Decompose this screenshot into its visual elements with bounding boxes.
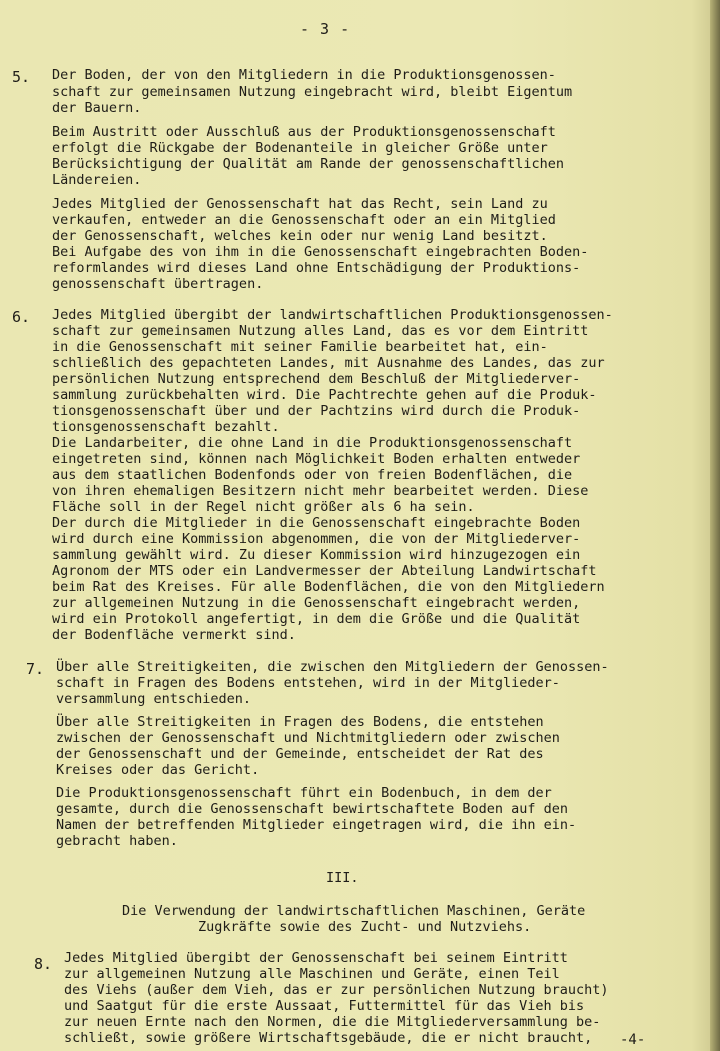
text-line: schließt, sowie größere Wirtschaftsgebäude, die er nicht braucht, (64, 1030, 593, 1046)
text-line: Jedes Mitglied übergibt der landwirtschaftlichen Produktionsgenossen- (52, 307, 613, 323)
section-number-5: 5. (12, 68, 31, 86)
text-line: genossenschaft übertragen. (52, 276, 264, 292)
text-line: in die Genossenschaft mit seiner Familie bearbeitet hat, ein- (52, 339, 548, 355)
text-line: der Bodenfläche vermerkt sind. (52, 627, 296, 643)
text-line: Über alle Streitigkeiten in Fragen des Bodens, die entstehen (56, 714, 544, 730)
text-line: Bei Aufgabe des von ihm in die Genossenschaft eingebrachten Boden- (52, 244, 589, 260)
text-line: eingetreten sind, können nach Möglichkeit Boden erhalten entweder (52, 451, 581, 467)
text-line: Der Boden, der von den Mitgliedern in die Produktionsgenossen- (52, 67, 556, 83)
text-line: versammlung entschieden. (56, 691, 252, 707)
text-line: von ihren ehemaligen Besitzern nicht mehr bearbeitet werden. Diese (52, 483, 589, 499)
text-line: Kreises oder das Gericht. (56, 762, 260, 778)
text-line: reformlandes wird dieses Land ohne Entschädigung der Produktions- (52, 260, 581, 276)
text-line: sammlung gewählt wird. Zu dieser Kommission wird hinzugezogen ein (52, 547, 581, 563)
text-line: tionsgenossenschaft über und der Pachtzins wird durch die Produk- (52, 403, 581, 419)
text-line: der Genossenschaft und der Gemeinde, entscheidet der Rat des (56, 746, 544, 762)
text-line: verkaufen, entweder an die Genossenschaft oder an ein Mitglied (52, 212, 556, 228)
text-line: gesamte, durch die Genossenschaft bewirtschaftete Boden auf den (56, 801, 569, 817)
text-line: Fläche soll in der Regel nicht größer als 6 ha sein. (52, 499, 475, 515)
text-line: wird durch eine Kommission abgenommen, die von der Mitgliederver- (52, 531, 581, 547)
section-heading-line: Zugkräfte sowie des Zucht- und Nutzviehs. (198, 919, 532, 935)
text-line: der Bauern. (52, 100, 142, 116)
text-line: Agronom der MTS oder ein Landvermesser der Abteilung Landwirtschaft (52, 563, 597, 579)
text-line: wird ein Protokoll angefertigt, in dem die Größe und die Qualität (52, 611, 581, 627)
text-line: aus dem staatlichen Bodenfonds oder von freien Bodenflächen, die (52, 467, 573, 483)
text-line: schaft zur gemeinsamen Nutzung alles Land, das es vor dem Eintritt (52, 323, 589, 339)
text-line: zur allgemeinen Nutzung alle Maschinen und Geräte, einen Teil (64, 966, 560, 982)
text-line: Jedes Mitglied übergibt der Genossenschaft bei seinem Eintritt (64, 950, 568, 966)
text-line: erfolgt die Rückgabe der Bodenanteile in gleicher Größe unter (52, 140, 548, 156)
text-line: persönlichen Nutzung entsprechend dem Beschluß der Mitgliederver- (52, 371, 581, 387)
text-line: zur neuen Ernte nach den Normen, die die Mitgliederversammlung be- (64, 1014, 601, 1030)
text-line: Die Produktionsgenossenschaft führt ein Bodenbuch, in dem der (56, 785, 552, 801)
text-line: der Genossenschaft, welches kein oder nur wenig Land besitzt. (52, 228, 548, 244)
text-line: beim Rat des Kreises. Für alle Bodenflächen, die von den Mitgliedern (52, 579, 605, 595)
text-line: Über alle Streitigkeiten, die zwischen den Mitgliedern der Genossen- (56, 659, 609, 675)
text-line: zur allgemeinen Nutzung in die Genossenschaft eingebracht werden, (52, 595, 581, 611)
text-line: sammlung zurückbehalten wird. Die Pachtrechte gehen auf die Produk- (52, 387, 597, 403)
text-line: Jedes Mitglied der Genossenschaft hat das Recht, sein Land zu (52, 196, 548, 212)
footer-page-number: -4- (620, 1032, 646, 1048)
text-line: Namen der betreffenden Mitglieder eingetragen wird, die ihn ein- (56, 817, 577, 833)
text-line: schaft in Fragen des Bodens entstehen, wird in der Mitglieder- (56, 675, 560, 691)
section-number-6: 6. (12, 308, 31, 326)
text-line: zwischen der Genossenschaft und Nichtmitgliedern oder zwischen (56, 730, 560, 746)
text-line: Ländereien. (52, 172, 142, 188)
page-edge (710, 0, 720, 1051)
text-line: tionsgenossenschaft bezahlt. (52, 419, 280, 435)
text-line: schließlich des gepachteten Landes, mit Ausnahme des Landes, das zur (52, 355, 605, 371)
text-line: Beim Austritt oder Ausschluß aus der Produktionsgenossenschaft (52, 124, 556, 140)
section-number-8: 8. (34, 955, 53, 973)
section-number-7: 7. (26, 660, 45, 678)
page-number: - 3 - (300, 20, 351, 38)
text-line: und Saatgut für die erste Aussaat, Futtermittel für das Vieh bis (64, 998, 585, 1014)
section-heading-numeral: III. (326, 870, 359, 886)
text-line: schaft zur gemeinsamen Nutzung eingebracht wird, bleibt Eigentum (52, 84, 573, 100)
text-line: des Viehs (außer dem Vieh, das er zur persönlichen Nutzung braucht) (64, 982, 609, 998)
text-line: Berücksichtigung der Qualität am Rande der genossenschaftlichen (52, 156, 565, 172)
section-heading-line: Die Verwendung der landwirtschaftlichen Maschinen, Geräte (122, 903, 586, 919)
text-line: Der durch die Mitglieder in die Genossenschaft eingebrachte Boden (52, 515, 581, 531)
text-line: Die Landarbeiter, die ohne Land in die Produktionsgenossenschaft (52, 435, 573, 451)
text-line: gebracht haben. (56, 833, 178, 849)
